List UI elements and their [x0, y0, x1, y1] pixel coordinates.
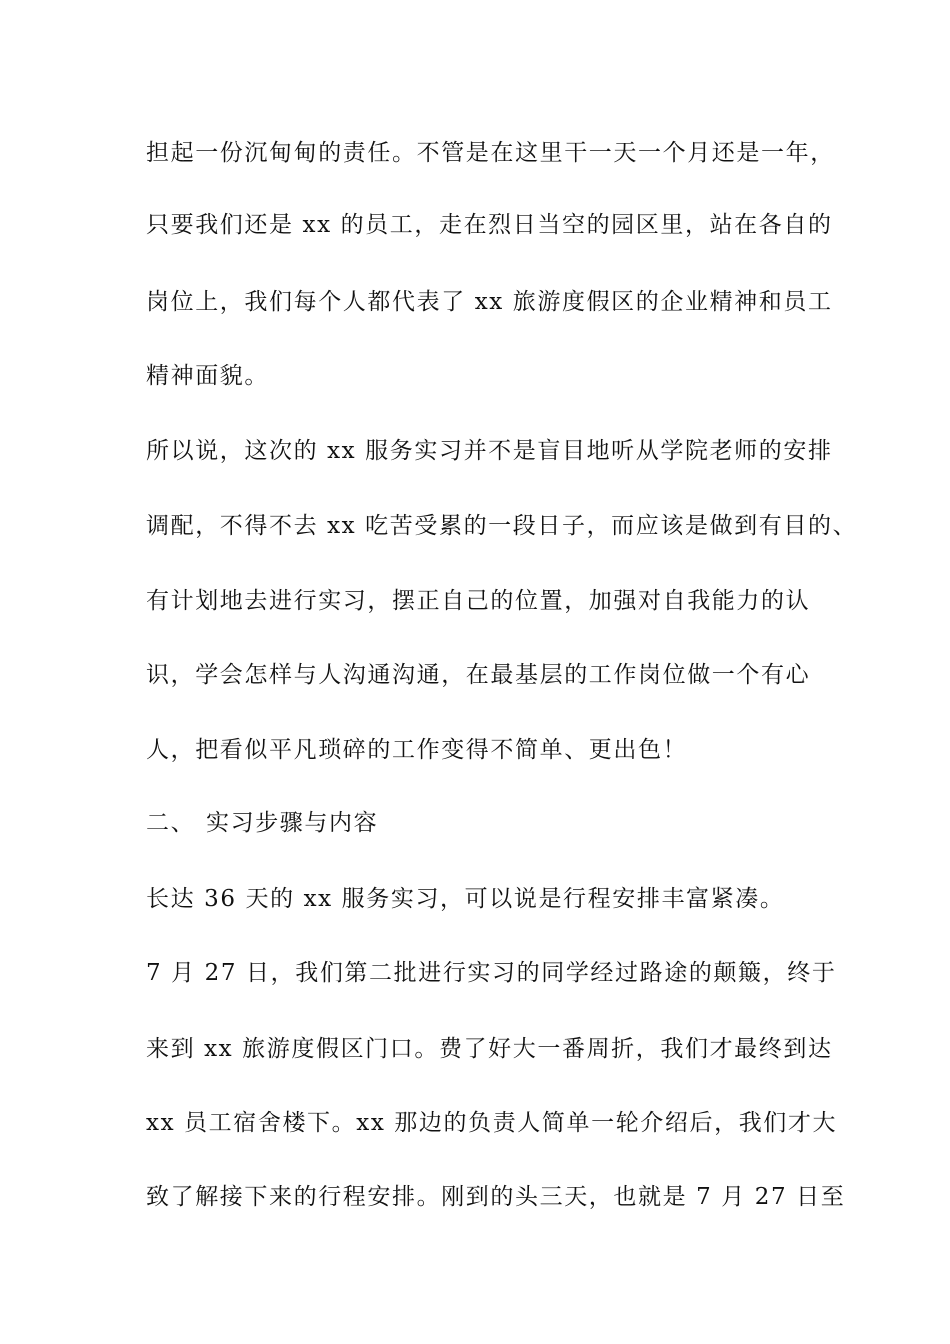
paragraph-line: 担起一份沉甸甸的责任。不管是在这里干一天一个月还是一年，	[146, 140, 835, 166]
paragraph-line: 人，把看似平凡琐碎的工作变得不简单、更出色！	[146, 737, 688, 763]
paragraph-line: 有计划地去进行实习，摆正自己的位置，加强对自我能力的认	[146, 588, 811, 614]
section-title: 实习步骤与内容	[206, 810, 379, 836]
paragraph-line: 长达 36 天的 xx 服务实习，可以说是行程安排丰富紧凑。	[146, 886, 785, 912]
section-number: 二、	[146, 810, 196, 836]
paragraph-line: 7 月 27 日，我们第二批进行实习的同学经过路途的颠簸，终于	[146, 960, 837, 986]
paragraph-line: xx 员工宿舍楼下。xx 那边的负责人简单一轮介绍后，我们才大	[146, 1110, 838, 1136]
paragraph-line: 来到 xx 旅游度假区门口。费了好大一番周折，我们才最终到达	[146, 1036, 833, 1062]
paragraph-line: 调配，不得不去 xx 吃苦受累的一段日子，而应该是做到有目的、	[146, 513, 858, 539]
paragraph-line: 只要我们还是 xx 的员工，走在烈日当空的园区里，站在各自的	[146, 212, 833, 238]
paragraph-line: 致了解接下来的行程安排。刚到的头三天，也就是 7 月 27 日至	[146, 1184, 846, 1210]
paragraph-line: 岗位上，我们每个人都代表了 xx 旅游度假区的企业精神和员工	[146, 289, 833, 315]
paragraph-line: 识，学会怎样与人沟通沟通，在最基层的工作岗位做一个有心	[146, 662, 811, 688]
paragraph-line: 精神面貌。	[146, 363, 269, 389]
section-heading	[146, 808, 378, 838]
paragraph-line: 所以说，这次的 xx 服务实习并不是盲目地听从学院老师的安排	[146, 438, 833, 464]
